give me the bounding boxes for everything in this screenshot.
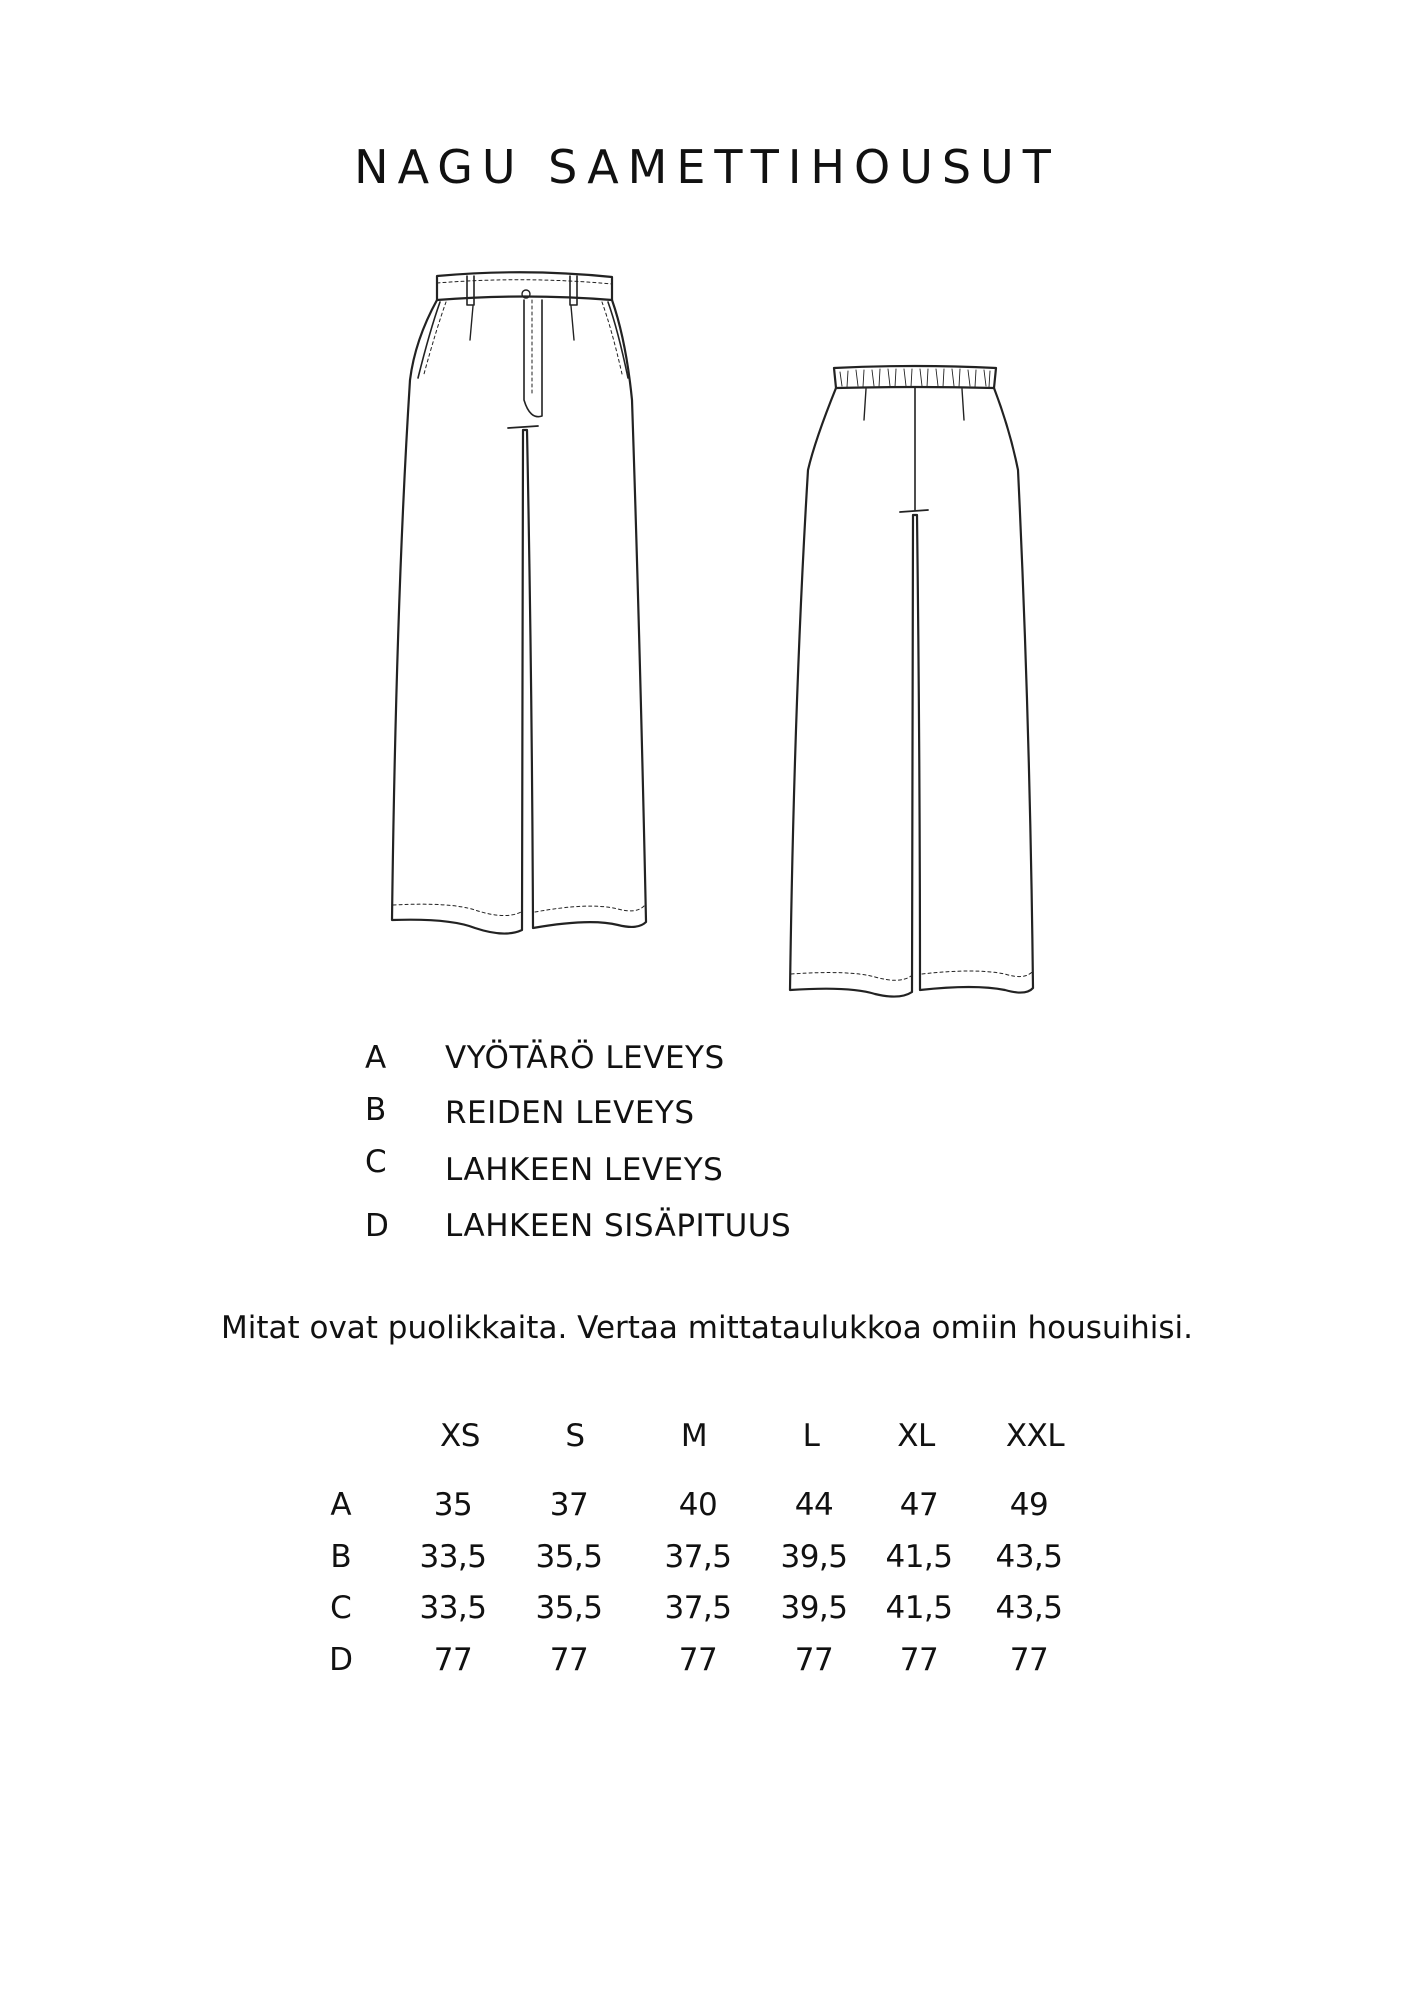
table-cell: 33,5 xyxy=(419,1590,487,1626)
table-cell: 33,5 xyxy=(419,1539,487,1575)
table-cell: 37,5 xyxy=(664,1590,732,1626)
size-header: XS xyxy=(440,1418,480,1454)
legend-key: B xyxy=(365,1092,387,1128)
table-cell: 43,5 xyxy=(995,1539,1063,1575)
size-header: S xyxy=(565,1418,585,1454)
legend-label: REIDEN LEVEYS xyxy=(445,1095,695,1131)
legend-key: D xyxy=(365,1208,389,1244)
table-cell: 77 xyxy=(678,1642,718,1678)
table-cell: 39,5 xyxy=(780,1539,848,1575)
table-cell: 77 xyxy=(433,1642,473,1678)
table-cell: 44 xyxy=(794,1487,834,1523)
table-cell: 77 xyxy=(899,1642,939,1678)
table-cell: 77 xyxy=(1009,1642,1049,1678)
legend-key: C xyxy=(365,1144,387,1180)
size-header: XL xyxy=(897,1418,935,1454)
table-cell: 37 xyxy=(549,1487,589,1523)
table-cell: 41,5 xyxy=(885,1539,953,1575)
row-key: B xyxy=(330,1539,352,1575)
size-header: XXL xyxy=(1005,1418,1065,1454)
table-cell: 39,5 xyxy=(780,1590,848,1626)
page-title: NAGU SAMETTIHOUSUT xyxy=(354,140,1060,194)
table-cell: 77 xyxy=(549,1642,589,1678)
table-cell: 40 xyxy=(678,1487,718,1523)
table-cell: 77 xyxy=(794,1642,834,1678)
table-cell: 43,5 xyxy=(995,1590,1063,1626)
pants-back-view-illustration xyxy=(790,366,1033,997)
pants-front-view-illustration xyxy=(392,272,646,933)
legend-label: LAHKEEN SISÄPITUUS xyxy=(445,1208,792,1244)
table-cell: 35,5 xyxy=(535,1590,603,1626)
legend-key: A xyxy=(365,1040,387,1076)
table-cell: 47 xyxy=(899,1487,939,1523)
size-header: M xyxy=(680,1418,708,1454)
table-cell: 35,5 xyxy=(535,1539,603,1575)
legend-label: LAHKEEN LEVEYS xyxy=(445,1152,724,1188)
row-key: C xyxy=(330,1590,352,1626)
legend-label: VYÖTÄRÖ LEVEYS xyxy=(445,1040,725,1076)
table-cell: 41,5 xyxy=(885,1590,953,1626)
table-cell: 35 xyxy=(433,1487,473,1523)
table-cell: 49 xyxy=(1009,1487,1049,1523)
row-key: A xyxy=(330,1487,352,1523)
measurement-note: Mitat ovat puolikkaita. Vertaa mittataulukkoa omiin housuihisi. xyxy=(220,1310,1194,1346)
table-cell: 37,5 xyxy=(664,1539,732,1575)
row-key: D xyxy=(329,1642,353,1678)
size-header: L xyxy=(802,1418,820,1454)
